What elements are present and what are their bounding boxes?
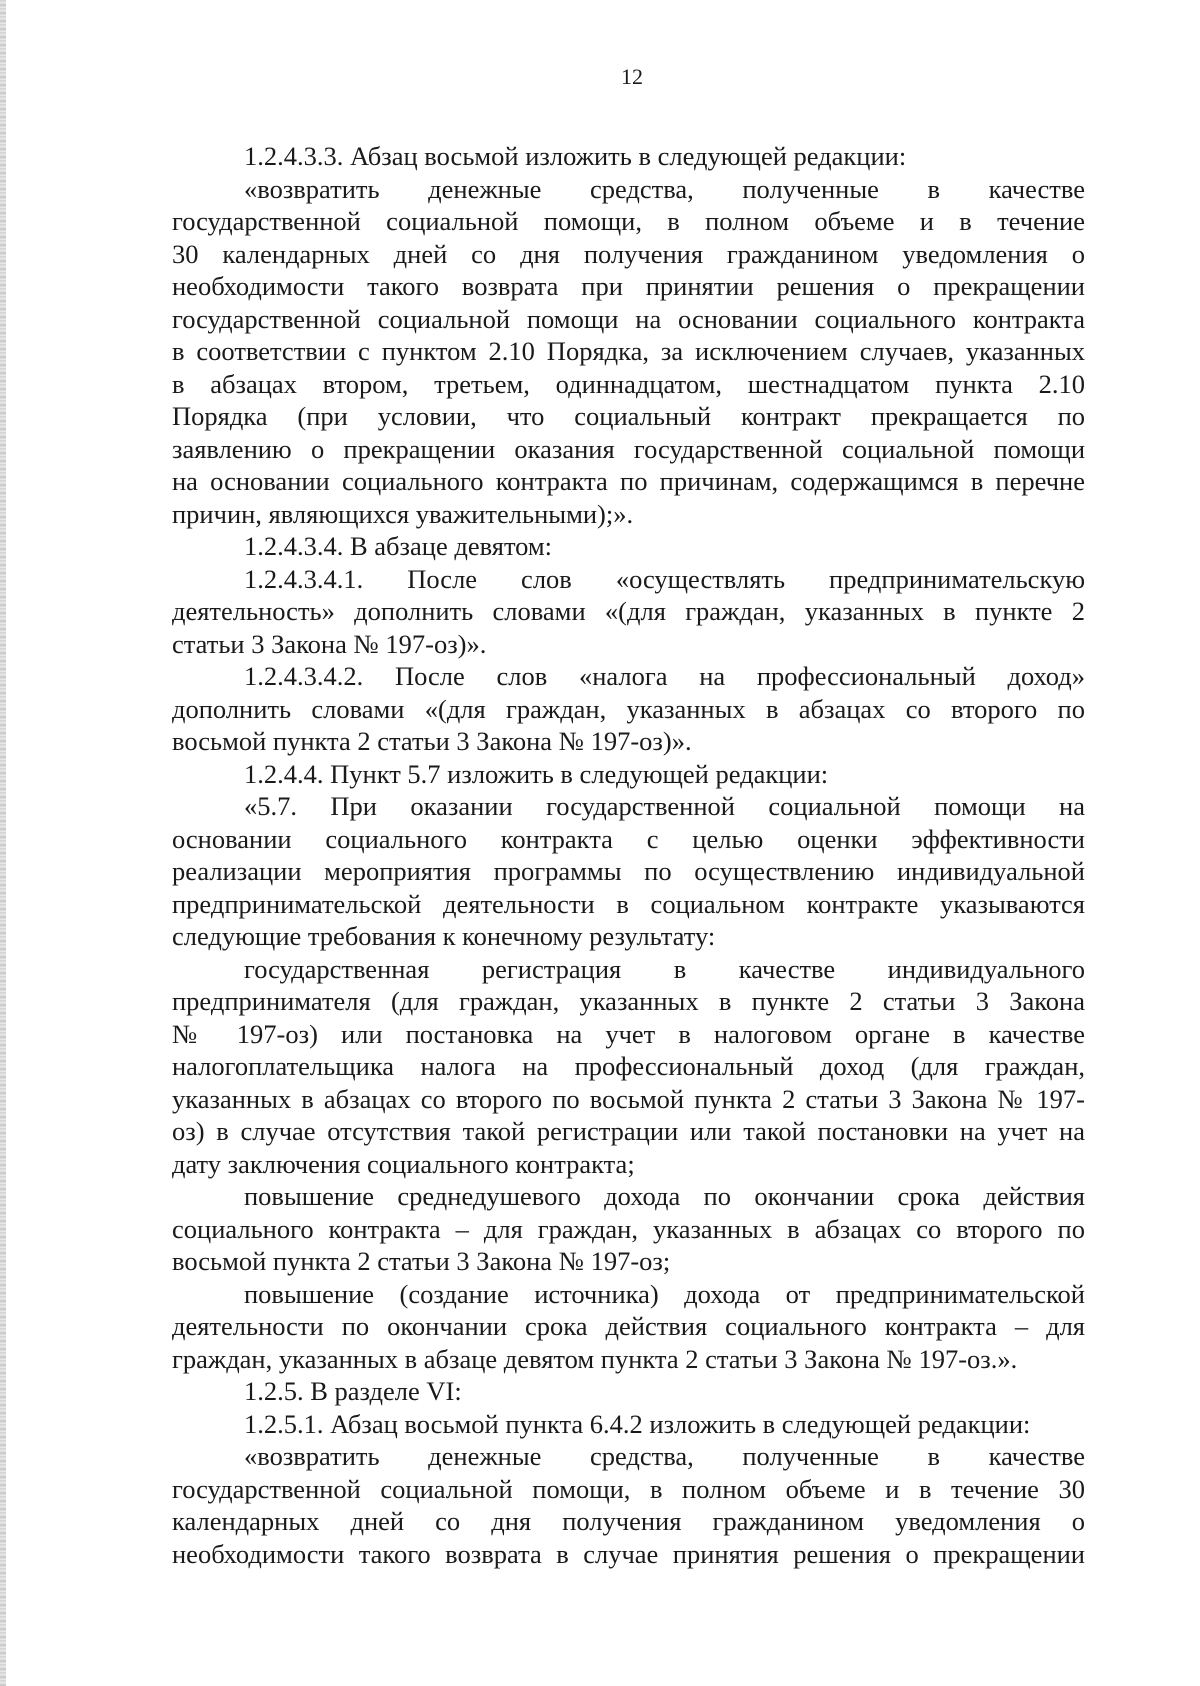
- text-line: предпринимателя (для граждан, указанных в пункте 2 статьи 3 Закона: [172, 986, 1085, 1016]
- text-line: дату заключения социального контракта;: [172, 1148, 635, 1179]
- text-line: восьмой пункта 2 статьи 3 Закона № 197-оз)».: [172, 726, 692, 756]
- text-line: «возвратить денежные средства, полученные в качестве: [244, 173, 1085, 204]
- text-line: на основании социального контракта по причинам, содержащимся в перечне: [172, 466, 1085, 496]
- scan-edge-artifact: [0, 0, 6, 1686]
- text-line: восьмой пункта 2 статьи 3 Закона № 197-оз;: [172, 1246, 671, 1276]
- page-number: 12: [621, 64, 643, 89]
- paragraph: [172, 660, 1085, 758]
- paragraph: [172, 1180, 1085, 1278]
- paragraph: 1.2.4.4. Пункт 5.7 изложить в следующей редакции:: [244, 758, 829, 789]
- text-line: указанных в абзацах со второго по восьмой пункта 2 статьи 3 Закона № 197-: [172, 1083, 1085, 1114]
- text-line: предпринимательской деятельности в социальном контракте указываются: [172, 888, 1085, 919]
- text-line: статьи 3 Закона № 197-оз)».: [172, 628, 487, 659]
- text-line: государственной социальной помощи на основании социального контракта: [172, 303, 1085, 334]
- text-line: в абзацах втором, третьем, одиннадцатом, шестнадцатом пункта 2.10: [172, 368, 1085, 399]
- text-line: социального контракта – для граждан, указанных в абзацах со второго по: [172, 1213, 1085, 1244]
- text-line: 1.2.4.3.4.1. После слов «осуществлять предпринимательскую: [244, 563, 1085, 594]
- text-line: следующие требования к конечному результату:: [172, 921, 716, 951]
- text-line: необходимости такого возврата при принятии решения о прекращении: [172, 271, 1085, 301]
- text-line: повышение (создание источника) дохода от предпринимательской: [244, 1278, 1085, 1309]
- document-body: [172, 140, 1085, 1570]
- paragraph: 1.2.4.3.3. Абзац восьмой изложить в следующей редакции:: [244, 141, 907, 171]
- text-line: налогоплательщика налога на профессиональный доход (для граждан,: [172, 1051, 1085, 1081]
- paragraph: [172, 790, 1085, 953]
- paragraph: [172, 1440, 1085, 1570]
- text-line: оз) в случае отсутствия такой регистрации или такой постановки на учет на: [172, 1116, 1085, 1146]
- text-line: деятельности по окончании срока действия социального контракта – для: [172, 1311, 1085, 1341]
- text-line: «5.7. При оказании государственной социальной помощи на: [244, 791, 1085, 821]
- text-line: необходимости такого возврата в случае принятия решения о прекращении: [172, 1538, 1085, 1569]
- text-line: государственной социальной помощи, в полном объеме и в течение: [172, 206, 1085, 236]
- text-line: повышение среднедушевого дохода по окончании срока действия: [244, 1181, 1085, 1211]
- paragraph: [172, 953, 1085, 1181]
- text-line: в соответствии с пунктом 2.10 Порядка, за исключением случаев, указанных: [172, 336, 1085, 366]
- text-line: «возвратить денежные средства, полученные в качестве: [244, 1441, 1085, 1471]
- text-line: деятельность» дополнить словами «(для граждан, указанных в пункте 2: [172, 596, 1085, 626]
- text-line: дополнить словами «(для граждан, указанных в абзацах со второго по: [172, 693, 1085, 724]
- text-line: причин, являющихся уважительными);».: [172, 498, 634, 529]
- paragraph: 1.2.4.3.4. В абзаце девятом:: [244, 531, 553, 561]
- paragraph: 1.2.5. В разделе VI:: [244, 1376, 462, 1406]
- text-line: заявлению о прекращении оказания государственной социальной помощи: [172, 433, 1085, 464]
- text-line: Порядка (при условии, что социальный контракт прекращается по: [172, 401, 1085, 431]
- text-line: 30 календарных дней со дня получения гражданином уведомления о: [172, 238, 1085, 269]
- text-line: государственная регистрация в качестве индивидуального: [244, 953, 1085, 984]
- text-line: 1.2.4.3.4.2. После слов «налога на профессиональный доход»: [244, 661, 1085, 691]
- text-line: граждан, указанных в абзаце девятом пункта 2 статьи 3 Закона № 197-оз.».: [172, 1343, 1018, 1374]
- paragraph: [172, 173, 1085, 531]
- text-line: основании социального контракта с целью оценки эффективности: [172, 823, 1085, 854]
- text-line: реализации мероприятия программы по осуществлению индивидуальной: [172, 856, 1085, 886]
- text-line: № 197-оз) или постановка на учет в налоговом органе в качестве: [172, 1018, 1085, 1049]
- paragraph: [172, 563, 1085, 661]
- paragraph: [172, 1278, 1085, 1376]
- text-line: государственной социальной помощи, в полном объеме и в течение 30: [172, 1473, 1085, 1504]
- paragraph: 1.2.5.1. Абзац восьмой пункта 6.4.2 изложить в следующей редакции:: [244, 1408, 1031, 1439]
- text-line: календарных дней со дня получения гражданином уведомления о: [172, 1506, 1085, 1536]
